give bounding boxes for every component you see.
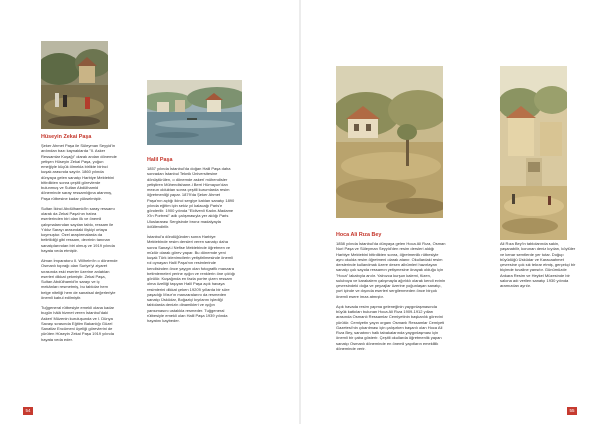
- paragraph: İstanbul'a döndüğünden sonra Harbiye Mektebinde resim dersleri veren sanatçı daha sonra Sanayi-i Nefise Mektebinde öğretmen ve müdür olarak görev yapar. Bu dönemde yeni kuşak Türk izlenimcilerin yetiştirilmesinde önemli rol oynayan Halil Paşa'nın resimlerinde kendisinden önce yaygın olan fotografik manzara betimlemeleri yerine ışığın ve renklerin öne çıktığı görülür. Kuşağında en fazla portre çizen ressam olma özelliği taşıyan Halil Paşa açık havaya resimlerini dikkat çeken 1920'li yıllarda bir süre yaşadığı Mısır'ın manzaralarını da resmeden sanatçı Üsküdar, Boğaziçi kıyılarını işlediği tablolarda denizin dinamikleri ve ışığın yansımasını ustalıkla resmeder. Tuğgeneral rütbesiyle emekli olan Halil Paşa 1939 yılında hayatını kaybeder.: [147, 234, 236, 323]
- page-number-right: 55: [567, 407, 577, 415]
- pastoral-village-with-figures-icon: [41, 41, 108, 129]
- painting-waterside-town: [147, 80, 242, 145]
- paragraph: 1857 yılında İstanbul'da doğan Halil Paşa daha sonradan İstanbul Teknik Üniversitesine dönüştürülen, o dönemde askerî mühendisler yetiştiren Mühendishane-i Berri Hümayun'dan mezun olduktan sonra çeşitli kurumlarda resim öğretmenliği yapar. 1879'da Şeker Ahmet Paşa'nın açtığı ikinci sergiye katılan sanatçı 1890 yılında eğitim için sekiz yıl kalacağı Paris'e gönderilir. 1900 yılında "Eldivenli Kadın-Madame X'in Portresi" adlı çalışmasıyla yer aldığı Paris Uluslararası Sergisinde bronz madalyayla ödüllendirilir.: [147, 166, 235, 229]
- paragraph: Şeker Ahmet Paşa ile Süleyman Seyyid'in ardından bazı kaynaklarda "II. Asker Ressamlar Kuşağı" olarak anılan dönemde yetişen Hüseyin Zekai Paşa, yoğun emeğiyle küçük ölmekla birlikte birinci kuşak arasında sayılır. 1860 yılında dünyaya gelen sanatçı Harbiye Mektebini bitirdikten sonra çeşitli görevlerde bulunmuş ve Sultan Abdülhamid döneminde saray ressamlığına atanmış, Paşa rütbesine kadar yükselmiştir.: [41, 143, 117, 201]
- village-fountain-street-icon: [500, 66, 567, 240]
- article-body-halil-pasa: [147, 166, 236, 328]
- country-house-landscape-icon: [336, 66, 443, 218]
- paragraph: Ali Rıza Bey'in tablolarında sakin, yaşanabilir, korunan deniz kıyıları, köylüler ve kenar semtlerde yer tutar. Doğup büyüdüğü Üsküdar ve Karacaahmet çevresine çok sık tekrar etmiş, gerçekçi bir biçimde tuvaline yansıtır. Günümüzde Ankara Resim ve Heykel Müzesinde bir salona adı verilen sanatçı 1930 yılında aramızdan ayrılır.: [500, 241, 576, 288]
- article-body-hoca-ali-riza-col1: [336, 241, 447, 356]
- paragraph: Alman İmparatoru II. Wilhelm'in o dönemde Osmanlı toprağı olan Suriye'yi ziyaret sırasında eski eserler üzerine anlatılan eserleri dikkat çekmiştir. Zekai Paşa, Sultan Abdülhamid'in sarayı ve iç mekânları resmetmiş, bu tablolar hem belge niteliği hem de sanatsal değerleriyle önemli kabul edilmiştir.: [41, 258, 118, 300]
- painting-country-house: [336, 66, 443, 218]
- painting-pastoral-village: [41, 41, 108, 129]
- article-body-hoca-ali-riza-col2: [500, 241, 579, 293]
- painting-village-fountain: [500, 66, 567, 240]
- article-body-huseyin-zekai: [41, 143, 118, 347]
- paragraph: Açık havada resim yapma geleneğinin yaygınlaşmasında büyük katkıları bulunan Hoca Ali Rıza 1909-1912 yılları arasında Osmanlı Ressamlar Cemiyetinin başkanlık görevini yürütür. Cemiyetin yayın organı Osmanlı Ressamlar Cemiyeti Gazetesi'nin çıkarılması için çalışırken başarılı olan Hoca Ali Rıza Bey, sanatının halk tabakalarında yaygınlaşması için önemli bir çaba gösterir. Çeşitli okullarda öğretmenlik yapan sanatçı Osmanlı döneminde en önemli yapıtların emeklilik döneminde verir.: [336, 303, 445, 351]
- waterside-town-landscape-icon: [147, 80, 242, 145]
- article-heading-halil-pasa: Halil Paşa: [147, 157, 173, 163]
- right-page: [301, 0, 600, 424]
- article-heading-huseyin-zekai: Hüseyin Zekai Paşa: [41, 134, 92, 140]
- article-heading-hoca-ali-riza: Hoca Ali Rıza Bey: [336, 232, 382, 238]
- paragraph: Sultan İkinci Abdülhamid'in saray ressamı olarak da Zekai Paşa'nın hatıra eserlerinden biri olan ilk ve önemli çalışmalarından sayılan tablo, ressam ile Yıldız Sarayı arasındaki ilişkiyi ortaya koymuştur. Özel araştırmalarda da belirtildiği gibi ressam, devrinin tanınan sanatçılarından biri olmuş ve 1919 yılında hayata veda etmiştir.: [41, 205, 115, 253]
- paragraph: Tuğgeneral rütbesiyle emekli olana kadar bugün hâlâ hizmet veren İstanbul'daki Askerî Müzenin kuruluşunda ve I. Dünya Savaşı sırasında Eğitim Bakanlığı Güzel Sanatlar Encümeni üyeliği görevlerini de yürüten Hüseyin Zekai Paşa 1919 yılında hayata veda eder.: [41, 305, 115, 342]
- page-number-left: 54: [23, 407, 33, 415]
- left-page: [0, 0, 299, 424]
- paragraph: 1858 yılında İstanbul'da dünyaya gelen Hoca Ali Rıza, Osman Nuri Paşa ve Süleyman Seyyid'den resim dersleri aldığı Harbiye Mektebini bitirdikten sonra, öğretmenlik rütbesiyle aynı okulda resim öğretmeni olarak atanır. Okullardaki resim derslerinde kullanılmak üzere desen albümleri hazırlayan sanatçı çok sayıda ressamın yetişmesine önayak olduğu için "Hoca" lakabıyla anılır. Yalnızca kurşun kalemi, füzen, suluboya ve karakalem çalışmayla ağırlıklı olarak kendi evinin çevresindeki doğa ve peyzajlar üzerine yoğunlaşan sanatçı, yurt içinde ve dışında eserleri sergilenmeden önce birçok önemli esere imza atmıştır.: [336, 241, 446, 299]
